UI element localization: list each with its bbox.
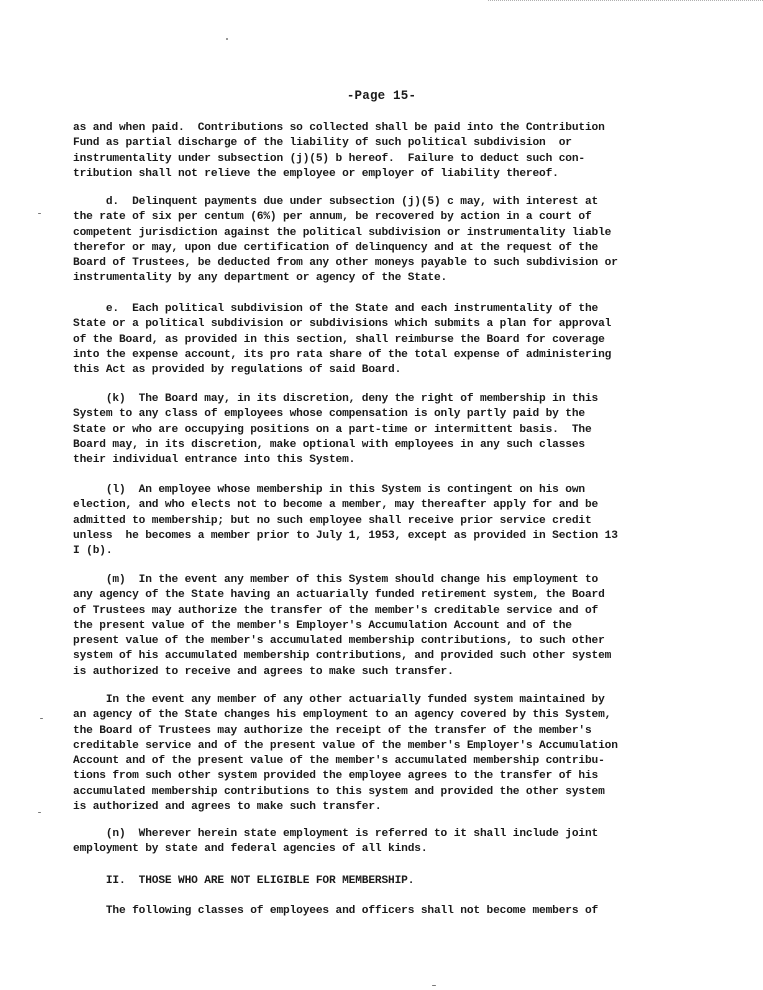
text-line: State or who are occupying positions on a part-time or intermittent basis. The <box>73 423 592 436</box>
page-number-header: -Page 15- <box>346 89 417 103</box>
paragraph-section-ii-intro <box>73 904 693 919</box>
text-line: unless he becomes a member prior to July 1, 1953, except as provided in Section 13 <box>73 529 618 542</box>
text-line: accumulated membership contributions to this system and provided the other system <box>73 785 605 798</box>
paragraph-carryover <box>73 121 693 182</box>
text-line: (m) In the event any member of this System should change his employment to <box>73 574 599 586</box>
text-line: tribution shall not relieve the employee or employer of liability thereof. <box>73 167 559 180</box>
text-line: State or a political subdivision or subdivisions which submits a plan for approval <box>73 318 612 331</box>
text-line: of Trustees may authorize the transfer of the member's creditable service and of <box>73 604 599 617</box>
text-line: their individual entrance into this System. <box>73 454 356 467</box>
paragraph-sub-k <box>73 392 693 468</box>
text-line: Fund as partial discharge of the liability of such political subdivision or <box>73 137 572 150</box>
text-line: Account and of the present value of the member's accumulated membership contribu- <box>73 755 605 768</box>
text-line: an agency of the State changes his employment to an agency covered by this System, <box>73 709 612 722</box>
text-line: the present value of the member's Employer's Accumulation Account and of the <box>73 619 572 632</box>
paragraph-sub-e <box>73 302 693 378</box>
text-line: e. Each political subdivision of the State and each instrumentality of the <box>73 303 599 315</box>
scan-speck <box>38 812 41 813</box>
paragraph-sub-n <box>73 827 693 858</box>
text-line: this Act as provided by regulations of said Board. <box>73 364 402 377</box>
text-line: present value of the member's accumulated membership contributions, to such other <box>73 635 605 648</box>
scan-edge-rule <box>488 0 763 1</box>
text-line: instrumentality by any department or agency of the State. <box>73 272 448 285</box>
paragraph-sub-l <box>73 483 693 559</box>
text-line: (n) Wherever herein state employment is referred to it shall include joint <box>73 828 599 840</box>
paragraph-sub-d <box>73 195 693 287</box>
text-line: into the expense account, its pro rata share of the total expense of administering <box>73 348 612 361</box>
text-line: creditable service and of the present value of the member's Employer's Accumulation <box>73 739 618 752</box>
scan-speck <box>226 38 228 40</box>
text-line: (k) The Board may, in its discretion, deny the right of membership in this <box>73 393 599 405</box>
text-line: competent jurisdiction against the political subdivision or instrumentality liable <box>73 226 612 239</box>
paragraph-sub-m-2 <box>73 693 693 815</box>
text-line: II. THOSE WHO ARE NOT ELIGIBLE FOR MEMBERSHIP. <box>73 875 415 887</box>
text-line: admitted to membership; but no such employee shall receive prior service credit <box>73 514 592 527</box>
text-line: election, and who elects not to become a member, may thereafter apply for and be <box>73 499 599 512</box>
text-line: therefor or may, upon due certification of delinquency and at the request of the <box>73 241 599 254</box>
text-line: In the event any member of any other actuarially funded system maintained by <box>73 694 605 706</box>
text-line: as and when paid. Contributions so collected shall be paid into the Contribution <box>73 122 605 134</box>
text-line: of the Board, as provided in this section, shall reimburse the Board for coverage <box>73 333 605 346</box>
text-line: the rate of six per centum (6%) per annum, be recovered by action in a court of <box>73 211 592 224</box>
scan-speck <box>40 718 43 719</box>
text-line: The following classes of employees and officers shall not become members of <box>73 905 599 917</box>
text-line: d. Delinquent payments due under subsection (j)(5) c may, with interest at <box>73 196 599 208</box>
text-line: is authorized and agrees to make such transfer. <box>73 801 382 814</box>
text-line: System to any class of employees whose compensation is only partly paid by the <box>73 408 585 421</box>
paragraph-sub-m <box>73 573 693 680</box>
text-line: I (b). <box>73 545 113 558</box>
scan-speck <box>432 985 436 986</box>
text-line: system of his accumulated membership contributions, and provided such other system <box>73 650 612 663</box>
text-line: tions from such other system provided the employee agrees to the transfer of his <box>73 770 599 783</box>
text-line: Board of Trustees, be deducted from any other moneys payable to such subdivision or <box>73 257 618 270</box>
scan-speck <box>38 213 41 214</box>
text-line: is authorized to receive and agrees to make such transfer. <box>73 665 454 678</box>
paragraph-section-ii <box>73 874 693 889</box>
text-line: the Board of Trustees may authorize the receipt of the transfer of the member's <box>73 724 592 737</box>
text-line: Board may, in its discretion, make optional with employees in any such classes <box>73 438 585 451</box>
text-line: instrumentality under subsection (j)(5) b hereof. Failure to deduct such con- <box>73 152 585 165</box>
text-line: employment by state and federal agencies of all kinds. <box>73 843 428 856</box>
text-line: any agency of the State having an actuarially funded retirement system, the Board <box>73 589 605 602</box>
text-line: (l) An employee whose membership in this System is contingent on his own <box>73 484 585 496</box>
